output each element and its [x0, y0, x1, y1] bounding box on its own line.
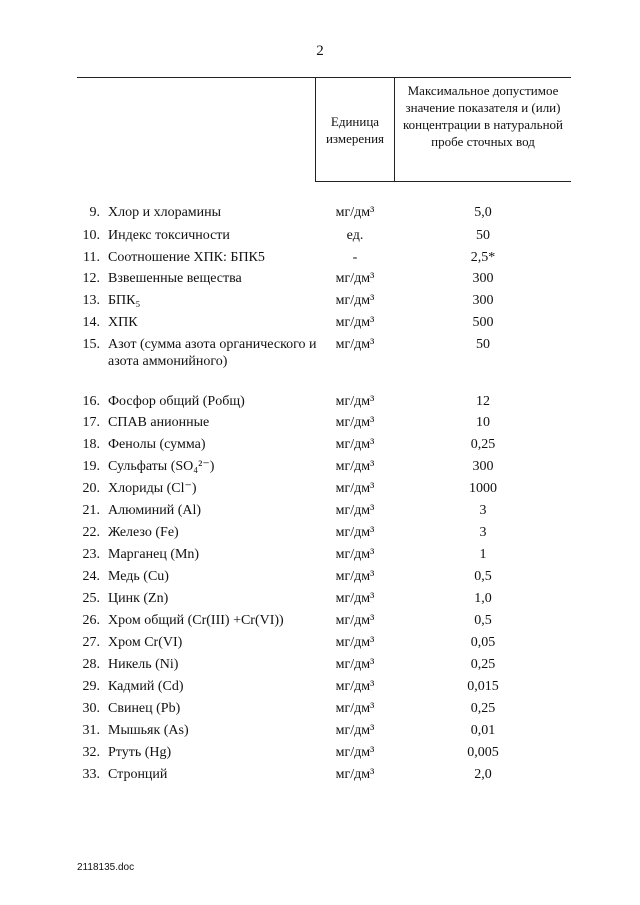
indicator-name: Сульфаты (SO₄²⁻) [108, 459, 215, 474]
row-number: 24. [82, 569, 100, 584]
row-number: 9. [89, 205, 100, 220]
max-value: 50 [476, 228, 490, 243]
unit: мг/дм³ [335, 525, 375, 540]
max-value: 0,5 [474, 613, 492, 628]
max-value: 5,0 [474, 205, 492, 220]
row-number: 31. [82, 723, 100, 738]
max-value: 0,25 [470, 701, 496, 716]
unit: мг/дм³ [335, 437, 375, 452]
max-value: 300 [472, 293, 494, 308]
indicator-name: Свинец (Pb) [108, 701, 181, 716]
indicator-name: СПАВ анионные [108, 415, 210, 430]
max-value: 0,01 [470, 723, 496, 738]
max-value: 0,25 [470, 657, 496, 672]
indicator-name: Цинк (Zn) [108, 591, 169, 606]
max-value: 3 [479, 525, 487, 540]
row-number: 20. [82, 481, 100, 496]
indicator-name: Фосфор общий (Pобщ) [108, 394, 245, 409]
max-value: 0,005 [467, 745, 499, 760]
row-number: 13. [82, 293, 100, 308]
indicator-name: Хлориды (Cl⁻) [108, 481, 197, 496]
unit: мг/дм³ [335, 613, 375, 628]
unit: мг/дм³ [335, 315, 375, 330]
max-value: 0,05 [470, 635, 496, 650]
max-value: 0,5 [474, 569, 492, 584]
unit: - [352, 250, 358, 265]
max-value: 1,0 [474, 591, 492, 606]
row-number: 25. [82, 591, 100, 606]
footer-filename: 2118135.doc [77, 862, 135, 873]
row-number: 17. [82, 415, 100, 430]
unit: ед. [346, 228, 364, 243]
unit: мг/дм³ [335, 205, 375, 220]
max-value: 300 [472, 271, 494, 286]
row-number: 21. [82, 503, 100, 518]
unit: мг/дм³ [335, 293, 375, 308]
unit: мг/дм³ [335, 337, 375, 352]
max-value: 1 [479, 547, 487, 562]
unit: мг/дм³ [335, 481, 375, 496]
indicator-name: Хлор и хлорамины [108, 205, 222, 220]
row-number: 16. [82, 394, 100, 409]
unit: мг/дм³ [335, 723, 375, 738]
indicator-name: БПК₅ [108, 293, 141, 308]
unit: мг/дм³ [335, 459, 375, 474]
max-value: 10 [476, 415, 490, 430]
unit: мг/дм³ [335, 635, 375, 650]
indicator-name: Ртуть (Hg) [108, 745, 172, 760]
row-number: 27. [82, 635, 100, 650]
unit: мг/дм³ [335, 271, 375, 286]
indicator-name: Железо (Fe) [108, 525, 179, 540]
indicator-name: ХПК [108, 315, 138, 330]
row-number: 14. [82, 315, 100, 330]
unit: мг/дм³ [335, 394, 375, 409]
page-number: 2 [316, 43, 324, 59]
row-number: 28. [82, 657, 100, 672]
unit: мг/дм³ [335, 657, 375, 672]
unit: мг/дм³ [335, 591, 375, 606]
indicator-name: Взвешенные вещества [108, 271, 242, 286]
header-value: Максимальное допустимое значение показателя и (или) концентрации в натуральной пробе сточных вод [395, 78, 571, 182]
row-number: 10. [82, 228, 100, 243]
unit: мг/дм³ [335, 701, 375, 716]
row-number: 29. [82, 679, 100, 694]
max-value: 3 [479, 503, 487, 518]
max-value: 50 [476, 337, 490, 352]
unit: мг/дм³ [335, 569, 375, 584]
unit: мг/дм³ [335, 745, 375, 760]
row-number: 15. [82, 337, 100, 352]
unit: мг/дм³ [335, 767, 375, 782]
row-number: 22. [82, 525, 100, 540]
unit: мг/дм³ [335, 503, 375, 518]
max-value: 2,0 [474, 767, 492, 782]
row-number: 23. [82, 547, 100, 562]
indicator-name: Соотношение ХПК: БПК5 [108, 250, 265, 265]
row-number: 12. [82, 271, 100, 286]
max-value: 300 [472, 459, 494, 474]
indicator-name: Хром общий (Cr(III) +Cr(VI)) [108, 613, 284, 628]
row-number: 11. [83, 250, 100, 265]
max-value: 2,5* [470, 250, 496, 265]
row-number: 18. [82, 437, 100, 452]
indicator-name: Никель (Ni) [108, 657, 179, 672]
unit: мг/дм³ [335, 415, 375, 430]
indicator-name: Азот (сумма азота органического и азота аммонийного) [108, 337, 317, 369]
unit: мг/дм³ [335, 679, 375, 694]
unit: мг/дм³ [335, 547, 375, 562]
row-number: 32. [82, 745, 100, 760]
row-number: 33. [82, 767, 100, 782]
indicator-name: Фенолы (сумма) [108, 437, 206, 452]
max-value: 1000 [469, 481, 497, 496]
max-value: 12 [476, 394, 490, 409]
max-value: 500 [472, 315, 494, 330]
indicator-name: Индекс токсичности [108, 228, 230, 243]
indicator-name: Марганец (Mn) [108, 547, 200, 562]
indicator-name: Алюминий (Al) [108, 503, 202, 518]
header-unit: Единица измерения [315, 78, 395, 182]
row-number: 26. [82, 613, 100, 628]
indicator-name: Кадмий (Cd) [108, 679, 184, 694]
max-value: 0,015 [467, 679, 499, 694]
row-number: 19. [82, 459, 100, 474]
max-value: 0,25 [470, 437, 496, 452]
row-number: 30. [82, 701, 100, 716]
indicator-name: Мышьяк (As) [108, 723, 189, 738]
indicator-name: Хром Cr(VI) [108, 635, 183, 650]
indicator-name: Стронций [108, 767, 168, 782]
indicator-name: Медь (Cu) [108, 569, 169, 584]
